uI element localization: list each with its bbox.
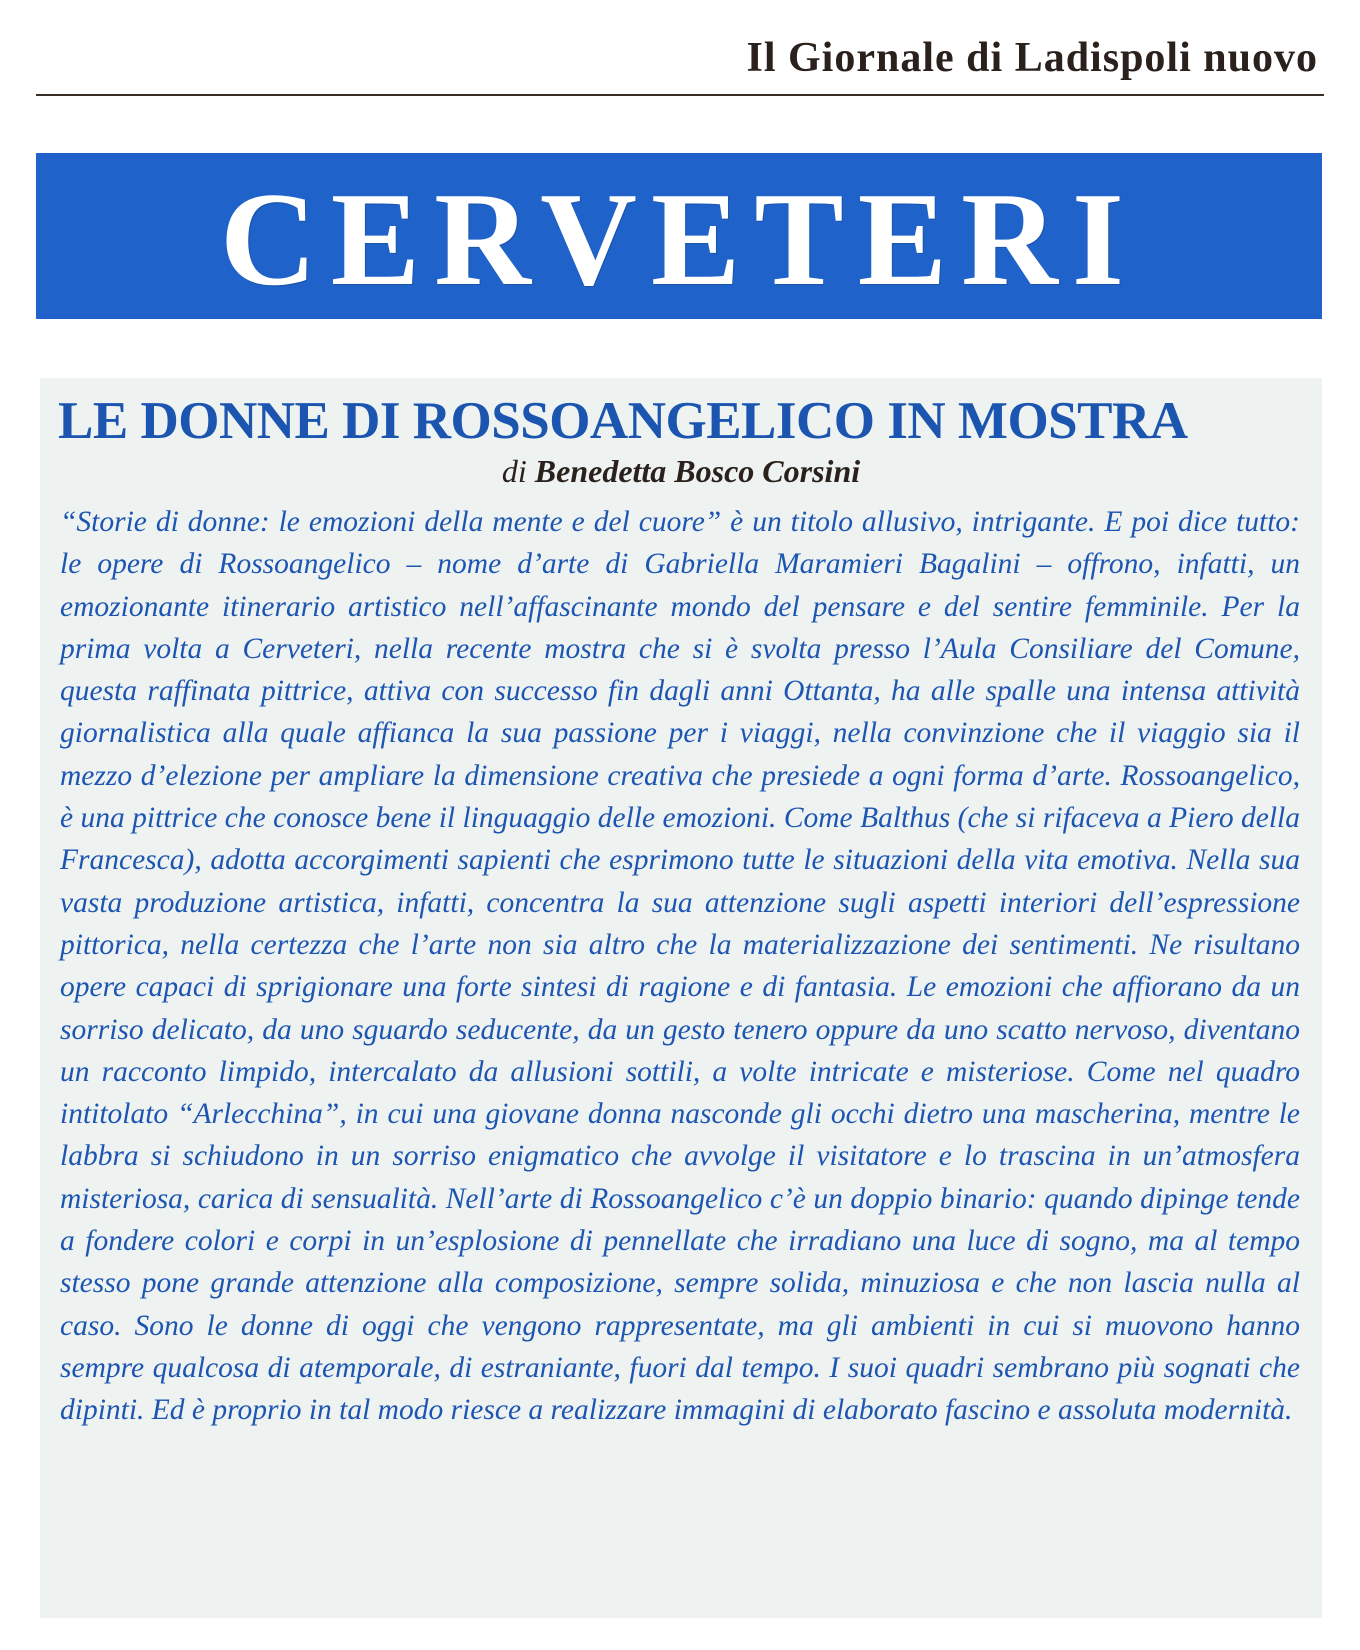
article-body: “Storie di donne: le emozioni della mente e del cuore” è un titolo allusivo, intrigante. E poi dice tutto: le opere di Rossoangelico – nome d’arte di Gabriella Maramieri Bagalini – offrono, infatti, un emozionante itinerario artistico nell’affascinante mondo del pensare e del sentire femminile. Per la prima volta a Cerveteri, nella recente mostra che si è svolta presso l’Aula Consiliare del Comune, questa raffinata pittrice, attiva con successo fin dagli anni Ottanta, ha alle spalle una intensa attività giornalistica alla quale affianca la sua passione per i viaggi, nella convinzione che il viaggio sia il mezzo d’elezione per ampliare la dimensione creativa che presiede a ogni forma d’arte. Rossoangelico, è una pittrice che conosce bene il linguaggio delle emozioni. Come Balthus (che si rifaceva a Piero della Francesca), adotta accorgimenti sapienti che esprimono tutte le situazioni della vita emotiva. Nella sua vasta produzione artistica, infatti, concentra la sua attenzione sugli aspetti interiori dell’espressione pittorica, nella certezza che l’arte non sia altro che la materializzazione dei sentimenti. Ne risultano opere capaci di sprigionare una forte sintesi di ragione e di fantasia. Le emozioni che affiorano da un sorriso delicato, da uno sguardo seducente, da un gesto tenero oppure da uno scatto nervoso, diventano un racconto limpido, intercalato da allusioni sottili, a volte intricate e misteriose. Come nel quadro intitolato “Arlecchina”, in cui una giovane donna nasconde gli occhi dietro una mascherina, mentre le labbra si schiudono in un sorriso enigmatico che avvolge il visitatore e lo trascina in un’atmosfera misteriosa, carica di sensualità. Nell’arte di Rossoangelico c’è un doppio binario: quando dipinge tende a fondere colori e corpi in un’esplosione di pennellate che irradiano una luce di sogno, ma al tempo stesso pone grande attenzione alla composizione, sempre solida, minuziosa e che non lascia nulla al caso. Sono le donne di oggi che vengono rappresentate, ma gli ambienti in cui si muovono hanno sempre qualcosa di atemporale, di estraniante, fuori dal tempo. I suoi quadri sembrano più sognati che dipinti. Ed è proprio in tal modo riesce a realizzare immagini di elaborato fascino e assoluta modernità. bbox=[60, 506, 1300, 1427]
article bbox=[40, 378, 1322, 1618]
byline-prefix: di bbox=[501, 453, 527, 489]
masthead bbox=[36, 18, 1324, 96]
article-headline: LE DONNE DI ROSSOANGELICO IN MOSTRA bbox=[58, 392, 1188, 450]
byline bbox=[40, 453, 1322, 490]
section-title: CERVETERI bbox=[219, 165, 1139, 313]
section-banner bbox=[36, 153, 1322, 319]
author-name: Benedetta Bosco Corsini bbox=[534, 453, 861, 489]
newspaper-name: Il Giornale di Ladispoli nuovo bbox=[746, 35, 1318, 81]
